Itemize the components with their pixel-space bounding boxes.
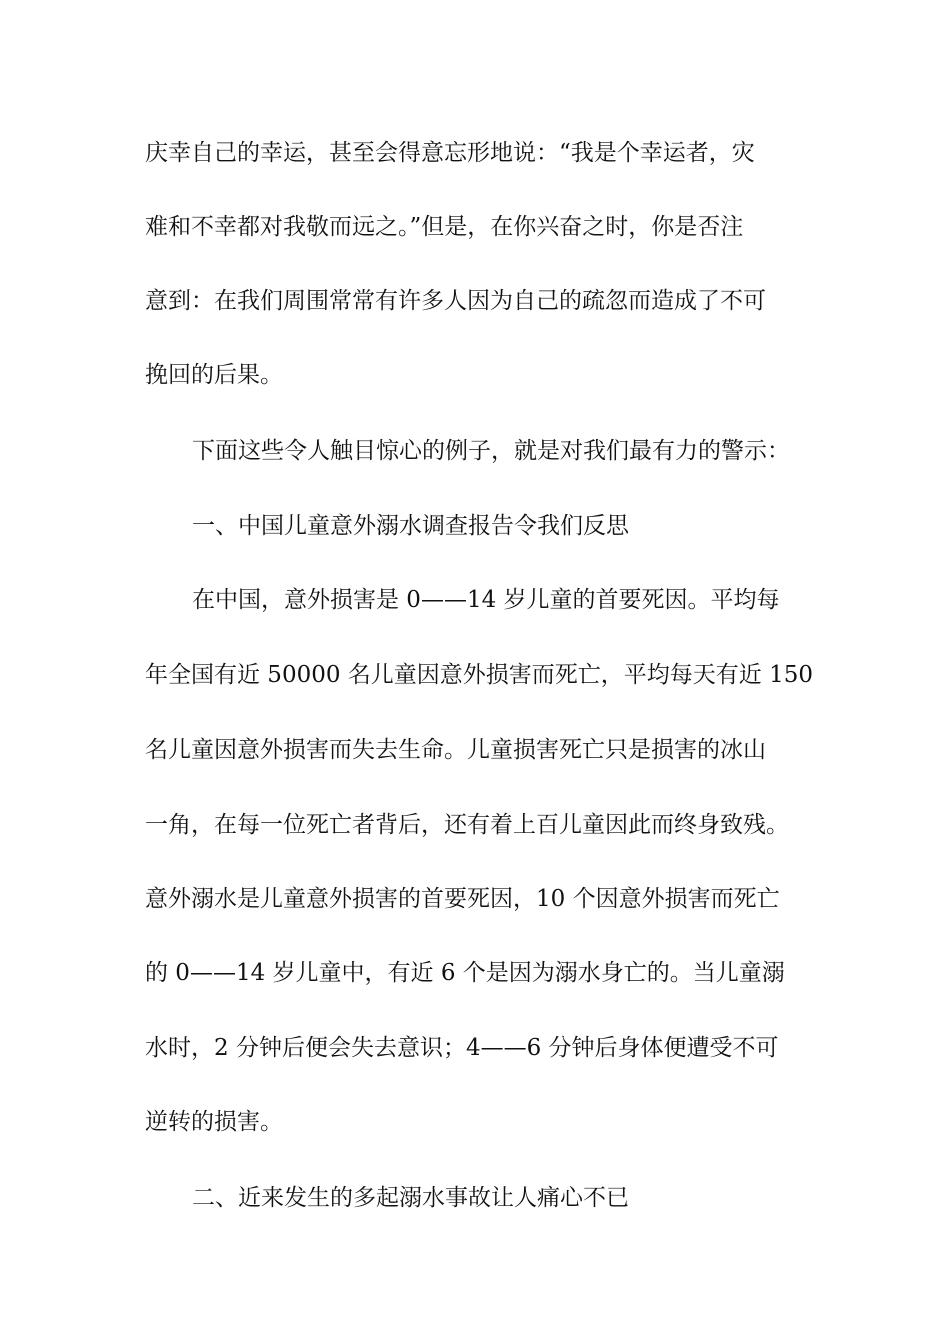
paragraph-3-line-5: 意外溺水是儿童意外损害的首要死因，10 个因意外损害而死亡 xyxy=(145,886,780,912)
paragraph-3-line-2: 年全国有近 50000 名儿童因意外损害而死亡，平均每天有近 150 xyxy=(145,662,813,688)
paragraph-3-line-3: 名儿童因意外损害而失去生命。儿童损害死亡只是损害的冰山 xyxy=(145,737,766,763)
paragraph-1-line-4: 挽回的后果。 xyxy=(145,362,283,388)
paragraph-1-line-3: 意到：在我们周围常常有许多人因为自己的疏忽而造成了不可 xyxy=(145,288,766,314)
paragraph-3-line-6: 的 0——14 岁儿童中，有近 6 个是因为溺水身亡的。当儿童溺 xyxy=(145,960,785,986)
paragraph-3-line-1: 在中国，意外损害是 0——14 岁儿童的首要死因。平均每 xyxy=(192,587,780,613)
paragraph-1-line-1: 庆幸自己的幸运，甚至会得意忘形地说：“我是个幸运者，灾 xyxy=(145,140,755,166)
section-heading-1: 一、中国儿童意外溺水调查报告令我们反思 xyxy=(192,513,629,539)
paragraph-3-line-7: 水时，2 分钟后便会失去意识；4——6 分钟后身体便遭受不可 xyxy=(145,1035,779,1061)
paragraph-1-line-2: 难和不幸都对我敬而远之。”但是，在你兴奋之时，你是否注 xyxy=(145,214,744,240)
section-heading-2: 二、近来发生的多起溺水事故让人痛心不已 xyxy=(192,1185,629,1211)
paragraph-3-line-4: 一角，在每一位死亡者背后，还有着上百儿童因此而终身致残。 xyxy=(145,812,789,838)
paragraph-2-line-1: 下面这些令人触目惊心的例子，就是对我们最有力的警示： xyxy=(192,438,790,464)
paragraph-3-line-8: 逆转的损害。 xyxy=(145,1109,283,1135)
